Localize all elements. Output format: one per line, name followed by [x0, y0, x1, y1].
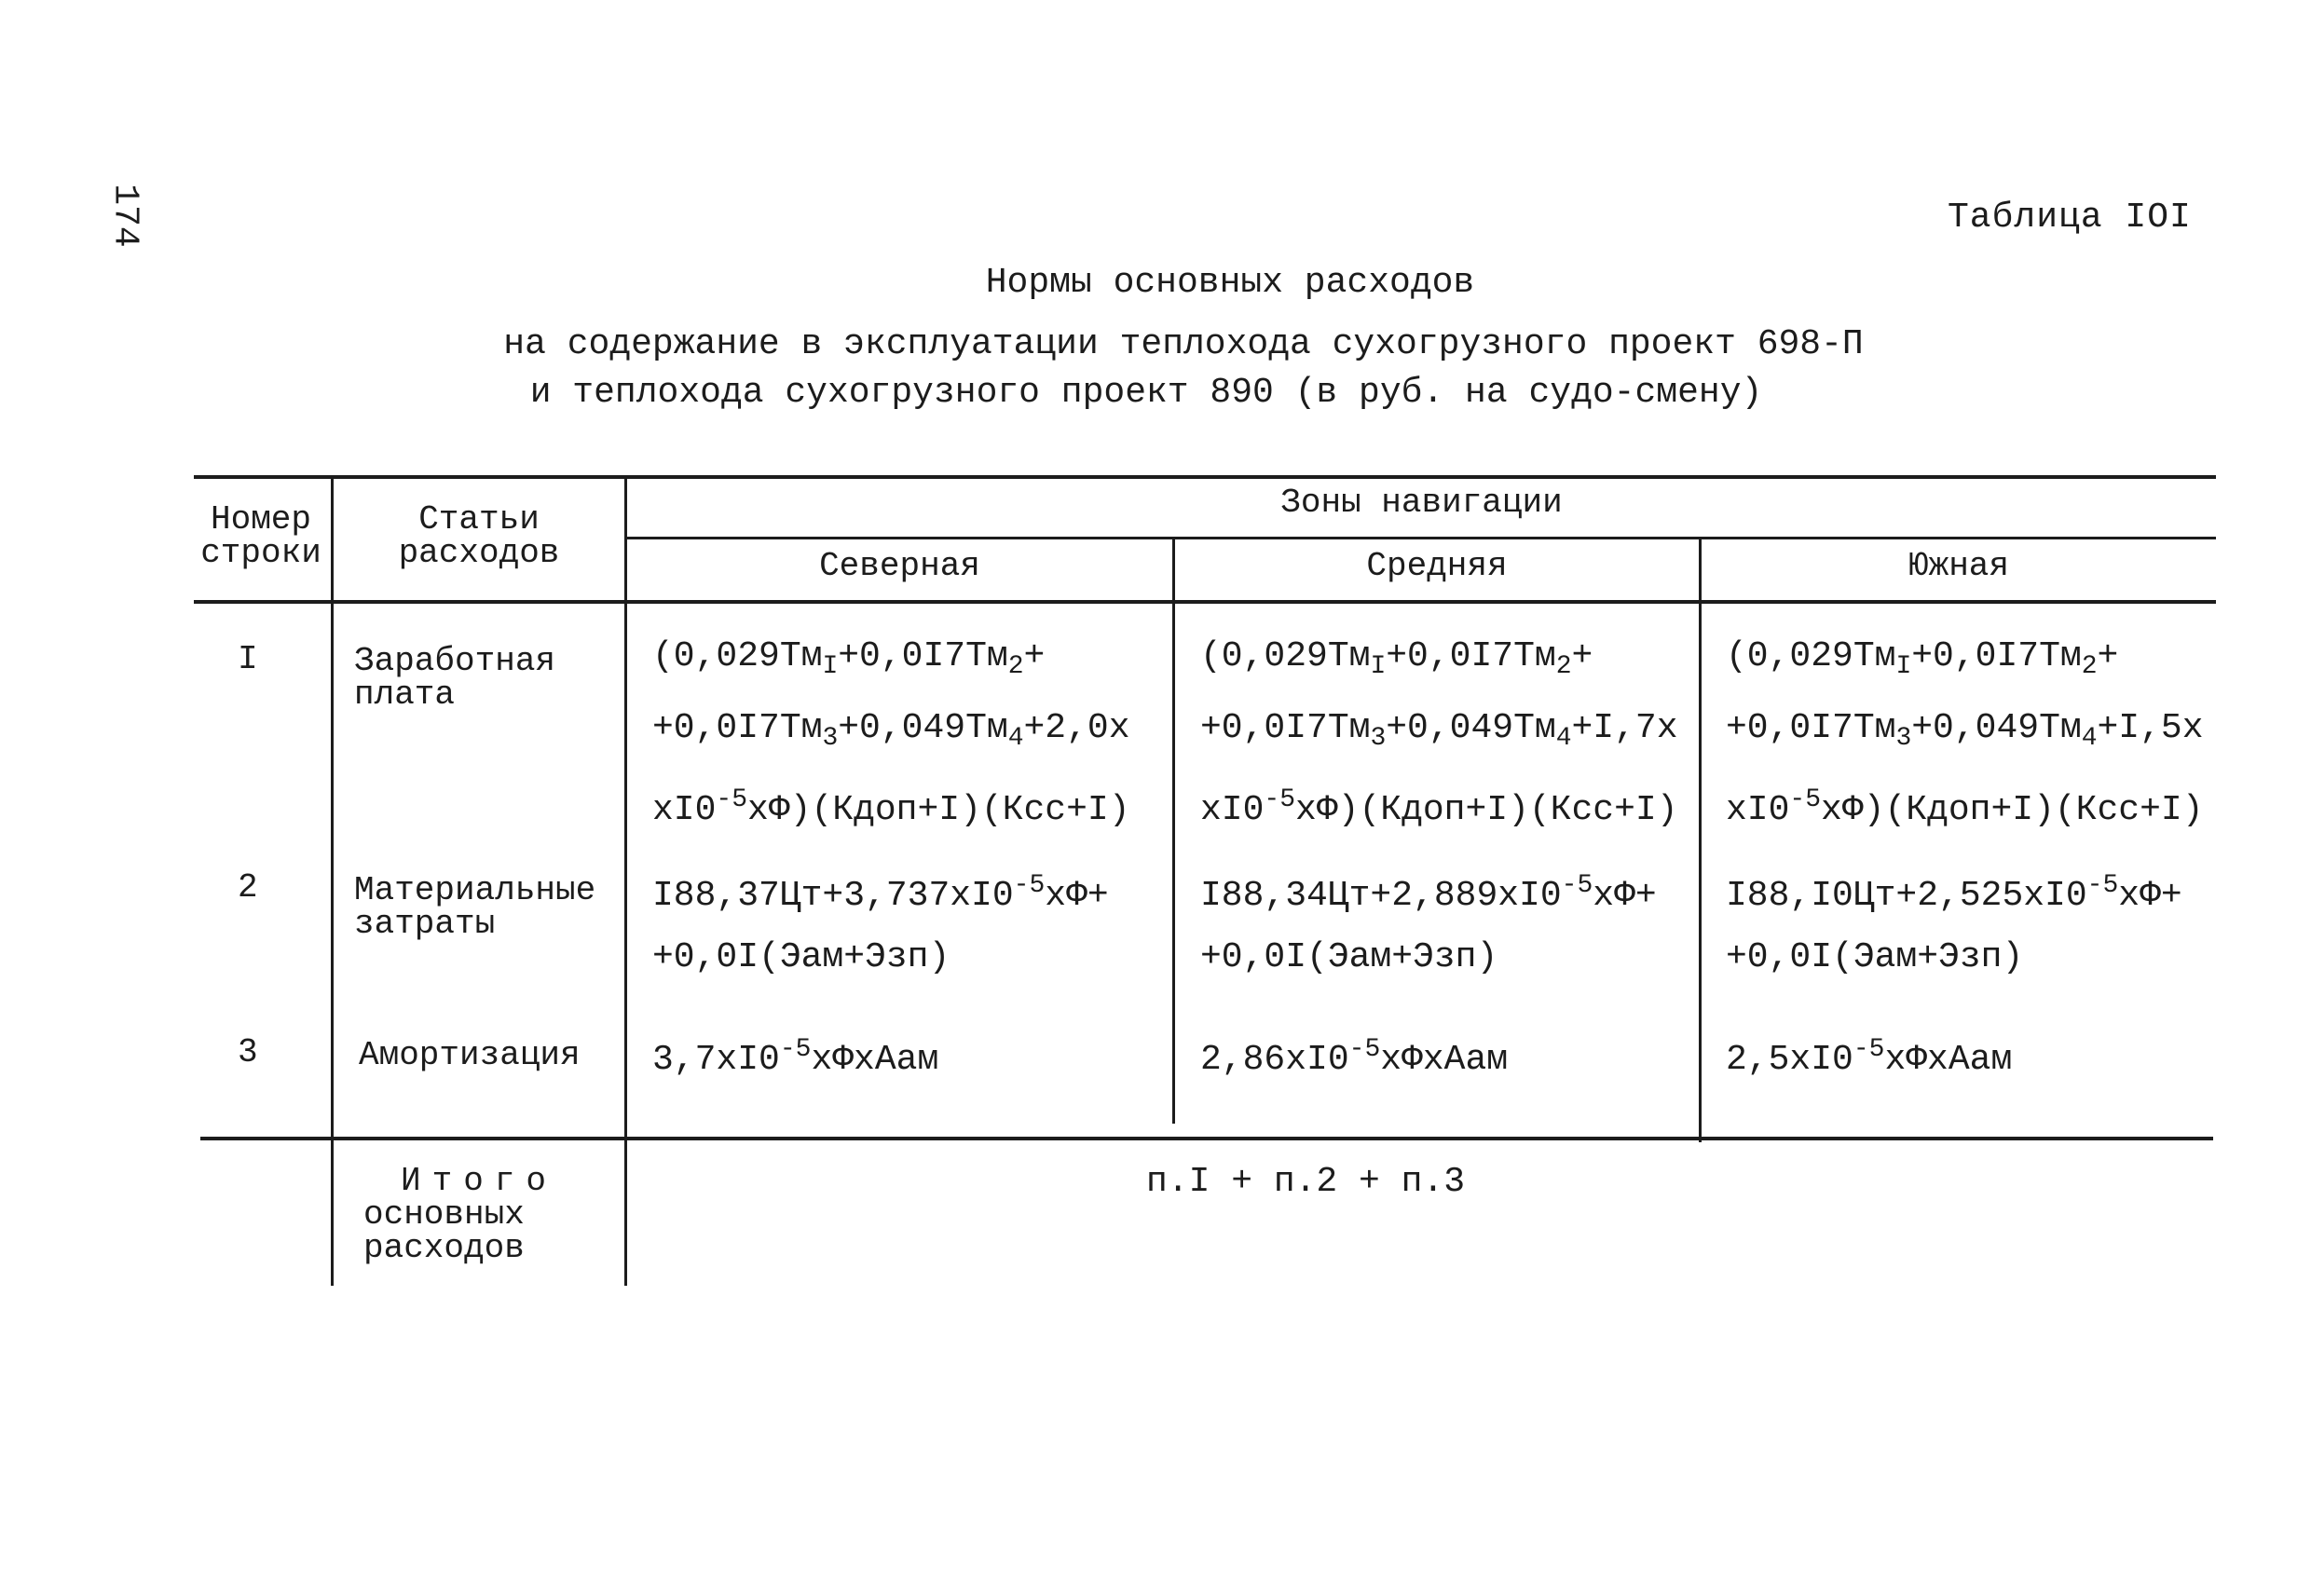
document-subtitle-line2: и теплохода сухогрузного проект 890 (в руб. на судо-смену)	[529, 373, 1763, 413]
table-number: Таблица IOI	[1948, 198, 2192, 238]
row-3-number: 3	[238, 1033, 258, 1071]
col-divider-1	[331, 475, 334, 1286]
table-top-border	[194, 475, 2216, 479]
row-3-middle-formula: $2,86хI0^{-5}хФхАам$	[1200, 1035, 1509, 1080]
row-1-item: Заработная плата	[354, 642, 556, 714]
document-title: Нормы основных расходов	[985, 263, 1475, 303]
row-2-number: 2	[238, 868, 258, 907]
col-divider-2	[624, 475, 627, 1286]
row-1-middle-formula: ($0,029Тм_I+0,0I7Тм_2+$ $+0,0I7Тм_3+0,049Тм_4+I,7х$ $хI0^{-5}хФ)(Кдоп+I)(Ксс+I)$	[1200, 636, 1678, 830]
row-1-south-formula: ($0,029Тм_I+0,0I7Тм_2+$ $+0,0I7Тм_3+0,049Тм_4+I,5х$ $хI0^{-5}хФ)(Кдоп+I)(Ксс+I)$	[1726, 636, 2204, 830]
row-3-south-formula: $2,5хI0^{-5}хФхАам$	[1726, 1035, 2013, 1080]
total-top-border	[200, 1137, 2213, 1140]
row-2-middle-formula: $I88,34Цт+2,889хI0^{-5}хФ+$ +0,0I(Эам+Эзп)	[1200, 871, 1657, 977]
document-subtitle-line1: на содержание в эксплуатации теплохода сухогрузного проект 698-П	[503, 324, 1864, 364]
row-2-item: Материальные затраты	[354, 871, 596, 943]
header-zone-middle: Средняя	[1366, 547, 1508, 585]
row-2-south-formula: $I88,I0Цт+2,525хI0^{-5}хФ+$ +0,0I(Эам+Эзп)	[1726, 871, 2182, 977]
header-row-number: Номер строки	[200, 500, 321, 572]
header-bottom-border	[194, 600, 2216, 604]
page-number: 174	[104, 184, 145, 248]
row-3-item: Амортизация	[359, 1036, 581, 1074]
header-zone-north: Северная	[819, 547, 980, 585]
zones-divider	[624, 537, 2216, 539]
header-expense-items: Статьи расходов	[398, 500, 560, 572]
header-navigation-zones: Зоны навигации	[1280, 484, 1563, 522]
col-divider-3	[1172, 537, 1175, 1124]
row-2-north-formula: $I88,37Цт+3,737хI0^{-5}хФ+$ +0,0I(Эам+Эзп)	[652, 871, 1109, 977]
row-1-number: I	[238, 640, 258, 678]
col-divider-4	[1699, 537, 1702, 1142]
total-label: Итого основных расходов	[363, 1162, 558, 1267]
header-zone-south: Южная	[1908, 547, 2010, 585]
row-1-north-formula: ($0,029Тм_I+0,0I7Тм_2+$ $+0,0I7Тм_3+0,049Тм_4+2,0х$ $хI0^{-5}хФ)(Кдоп+I)(Ксс+I)$	[652, 636, 1130, 830]
total-formula: п.I + п.2 + п.3	[1146, 1162, 1466, 1202]
row-3-north-formula: $3,7хI0^{-5}хФхАам$	[652, 1035, 939, 1080]
